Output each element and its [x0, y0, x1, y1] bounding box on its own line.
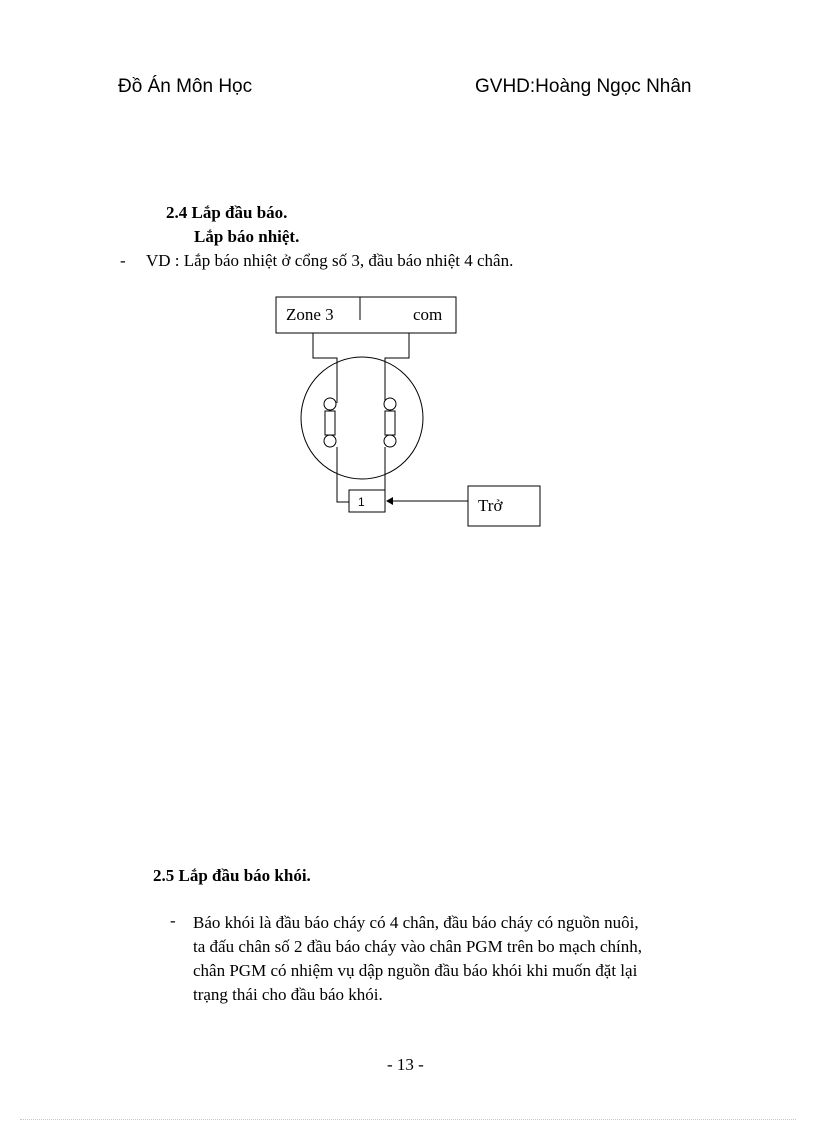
- contact-terminal: [384, 435, 396, 447]
- contact-element: [385, 411, 395, 435]
- paragraph-line: Báo khói là đầu báo cháy có 4 chân, đầu báo cháy có nguồn nuôi,: [193, 913, 639, 932]
- contact-element: [325, 411, 335, 435]
- connector-box-label: 1: [358, 495, 365, 509]
- bullet-dash: -: [170, 911, 176, 930]
- wire-zone: [313, 333, 337, 403]
- bullet-dash: -: [120, 251, 126, 270]
- connector-box: [349, 490, 385, 512]
- header-left: Đồ Án Môn Học: [118, 76, 253, 97]
- example-text: VD : Lắp báo nhiệt ở cổng số 3, đầu báo nhiệt 4 chân.: [146, 251, 514, 270]
- detector-circle: [301, 357, 423, 479]
- page-bottom-divider: [20, 1119, 796, 1120]
- contact-terminal: [384, 398, 396, 410]
- zone-label: Zone 3: [286, 305, 334, 324]
- section-2-4-title: 2.4 Lắp đầu báo.: [166, 203, 288, 222]
- smoke-detector-paragraph: [193, 911, 703, 1007]
- paragraph-line: ta đấu chân số 2 đầu báo cháy vào chân PGM trên bo mạch chính,: [193, 937, 642, 956]
- header-right: GVHD:Hoàng Ngọc Nhân: [475, 76, 692, 97]
- paragraph-line: trạng thái cho đầu báo khói.: [193, 985, 383, 1004]
- contact-terminal: [324, 435, 336, 447]
- arrow-head-icon: [386, 497, 393, 505]
- contact-terminal: [324, 398, 336, 410]
- com-label: com: [413, 305, 443, 324]
- resistor-label: Trở: [478, 496, 503, 515]
- paragraph-line: chân PGM có nhiệm vụ dập nguồn đầu báo khói khi muốn đặt lại: [193, 961, 638, 980]
- section-2-5-title: 2.5 Lắp đầu báo khói.: [153, 866, 311, 885]
- section-2-4-subtitle: Lắp báo nhiệt.: [194, 227, 300, 246]
- page-number: - 13 -: [387, 1055, 424, 1074]
